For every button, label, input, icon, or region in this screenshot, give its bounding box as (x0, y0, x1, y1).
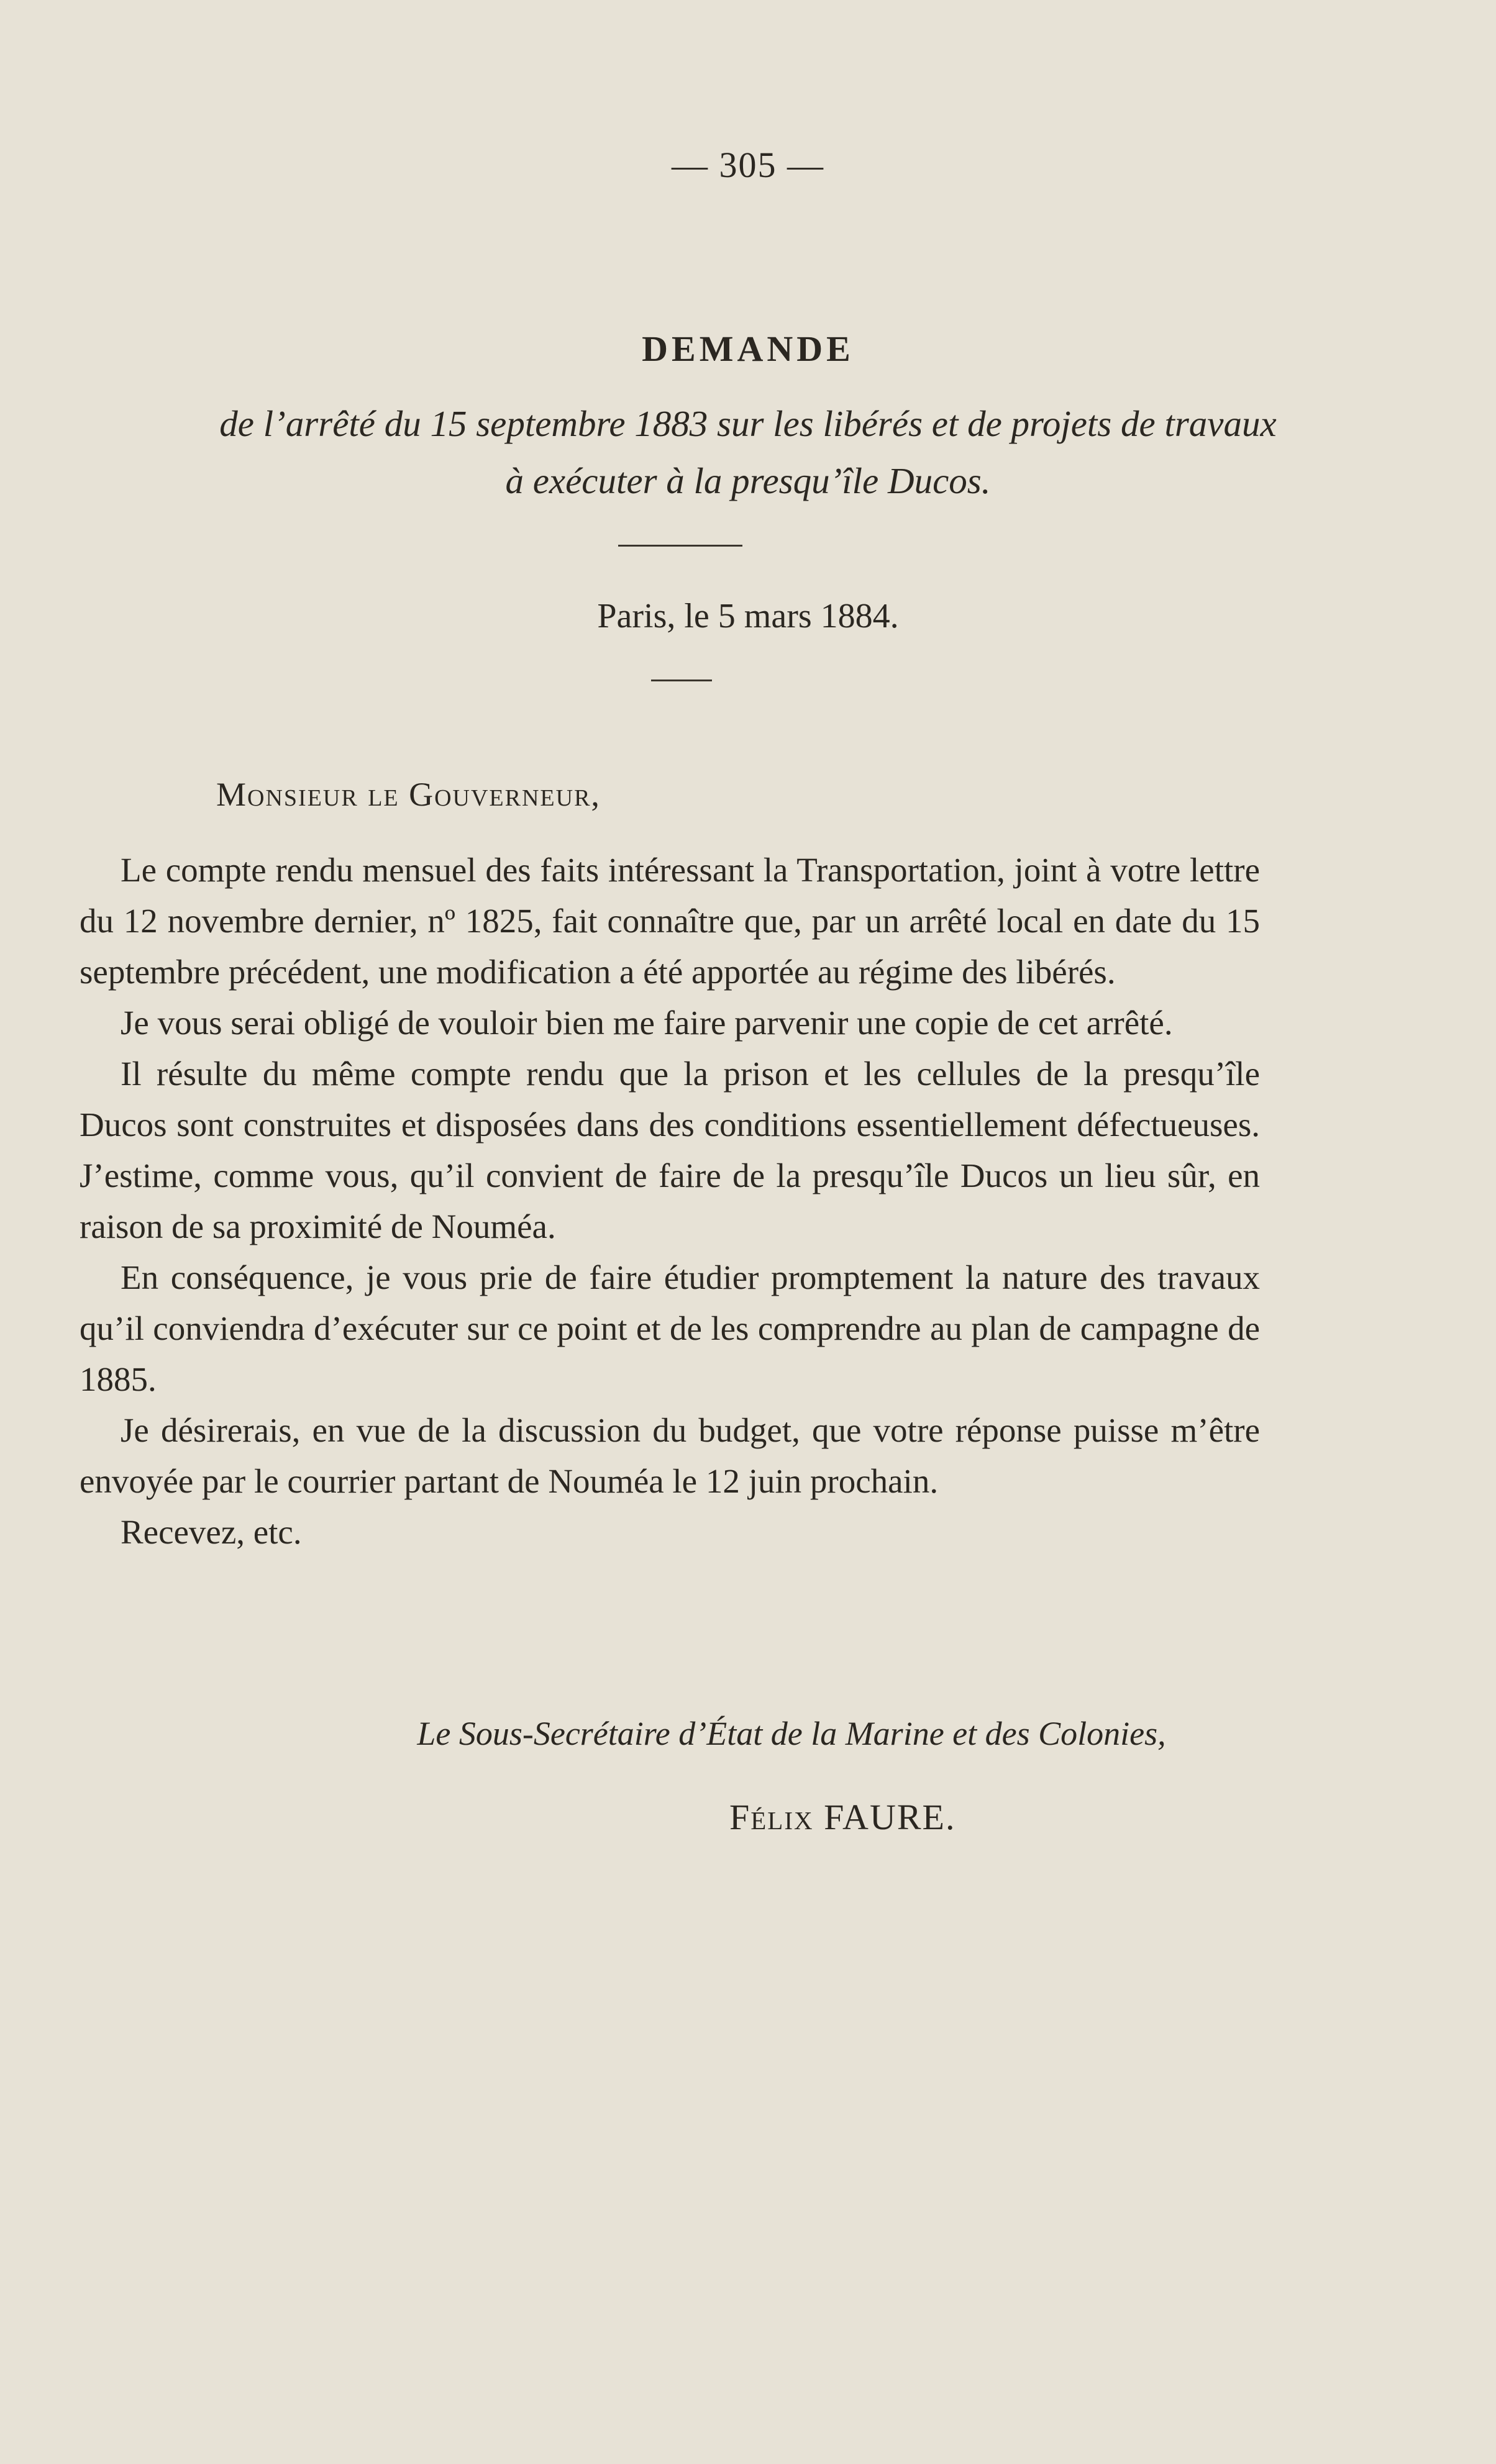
dateline: Paris, le 5 mars 1884. (597, 597, 899, 635)
document-subheading-line-1: de l’arrêté du 15 septembre 1883 sur les libérés et de projets de travaux (219, 403, 1277, 444)
paragraph: Le compte rendu mensuel des faits intéressant la Transportation, joint à votre lettre du 12 novembre dernier, nº 1825, fait connaître que, par un arrêté local en date du 15 septembre précédent, une modification a été apportée au régime des libérés. (80, 851, 1260, 991)
paragraph: Je vous serai obligé de vouloir bien me faire parvenir une copie de cet arrêté. (121, 1004, 1173, 1042)
paragraph: En conséquence, je vous prie de faire étudier promptement la nature des travaux qu’il conviendra d’exécuter sur ce point et de les comprendre au plan de campagne de 1885. (80, 1258, 1260, 1398)
signature-last-name: FAURE. (824, 1797, 956, 1837)
salutation: Monsieur le Gouverneur, (216, 776, 601, 813)
signature-first-name: Félix (729, 1797, 814, 1837)
document-subheading-line-2: à exécuter à la presqu’île Ducos. (505, 460, 991, 501)
paragraph: Il résulte du même compte rendu que la prison et les cellules de la presqu’île Ducos sont construites et disposées dans des conditions essentiellement défectueuses. J’estime, comme vous, qu’il convient de faire de la presqu’île Ducos un lieu sûr, en raison de sa proximité de Nouméa. (80, 1055, 1260, 1245)
signature-name (729, 1796, 956, 1838)
paragraph: Je désirerais, en vue de la discussion du budget, que votre réponse puisse m’être envoyée par le courrier partant de Nouméa le 12 juin prochain. (80, 1411, 1260, 1500)
paragraph: Recevez, etc. (121, 1513, 302, 1551)
dateline-divider (651, 680, 712, 681)
document-heading: DEMANDE (642, 329, 854, 369)
section-divider (618, 545, 742, 547)
page-number: — 305 — (672, 145, 824, 185)
letter-body (80, 845, 1260, 1558)
signature-title: Le Sous-Secrétaire d’État de la Marine et des Colonies, (417, 1715, 1166, 1752)
